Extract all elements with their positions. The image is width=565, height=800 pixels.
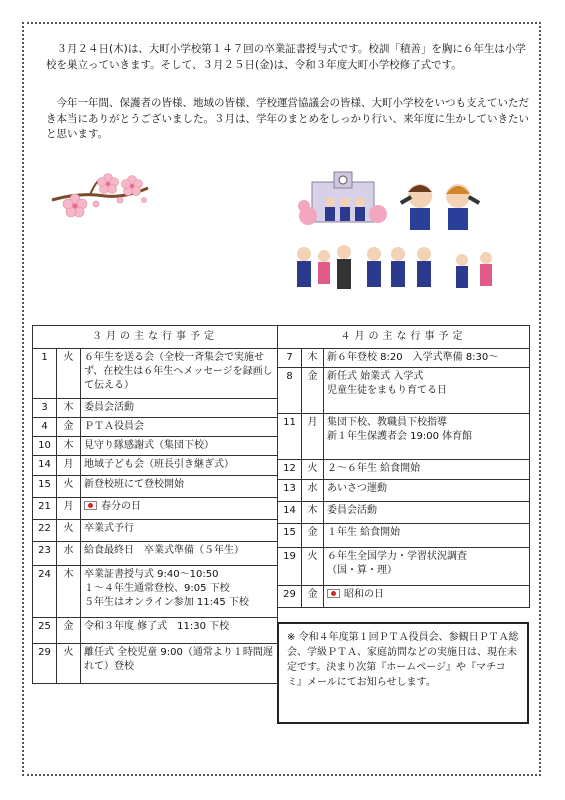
notice-mark: ※: [287, 632, 296, 643]
event-description: [324, 460, 530, 480]
cherry-blossom-illustration: [50, 170, 150, 225]
event-text: ６年生全国学力・学習状況調査 （国・算・理）: [327, 551, 467, 576]
japan-flag-icon: [327, 589, 340, 598]
event-weekday: 木: [57, 566, 81, 618]
event-text: 委員会活動: [84, 402, 134, 413]
event-weekday: 金: [57, 418, 81, 437]
event-day: 7: [278, 349, 302, 368]
april-schedule-table: [277, 325, 530, 608]
event-text: 集団下校、教職員下校指導 新１年生保護者会 19:00 体育館: [327, 417, 473, 442]
march-schedule-table: [32, 325, 278, 684]
event-text: 新６年登校 8:20 入学式準備 8:30～: [327, 352, 499, 363]
event-description: [81, 349, 278, 399]
schedule-row: [33, 437, 278, 456]
event-description: [81, 618, 278, 644]
event-description: [324, 480, 530, 502]
schedule-row: [33, 456, 278, 476]
event-description: [324, 524, 530, 548]
event-text: 新登校班にて登校開始: [84, 479, 184, 490]
april-table-header: ４月の主な行事予定: [278, 326, 530, 349]
schedule-row: [278, 480, 530, 502]
event-day: 23: [33, 542, 57, 566]
event-description: [81, 566, 278, 618]
event-day: 10: [33, 437, 57, 456]
event-weekday: 月: [302, 414, 324, 460]
event-text: ６年生を送る会（全校一斉集会で実施せず、在校生は６年生へメッセージを録画して伝える）: [84, 352, 273, 391]
schedule-row: [33, 498, 278, 520]
schedule-row: [278, 524, 530, 548]
event-day: 8: [278, 368, 302, 414]
event-weekday: 金: [302, 524, 324, 548]
march-table-header: ３月の主な行事予定: [33, 326, 278, 349]
event-description: [81, 498, 278, 520]
event-description: [81, 520, 278, 542]
schedule-row: [278, 586, 530, 608]
event-weekday: 火: [302, 460, 324, 480]
event-weekday: 月: [57, 498, 81, 520]
event-text: 卒業証書授与式 9:40～10:50 １～４年生通常登校、9:05 下校 ５年生はオンライン参加 11:45 下校: [84, 569, 249, 608]
event-day: 15: [33, 476, 57, 498]
schedule-row: [278, 502, 530, 524]
event-description: [324, 368, 530, 414]
event-weekday: 水: [57, 542, 81, 566]
event-weekday: 火: [302, 548, 324, 586]
event-day: 25: [33, 618, 57, 644]
event-description: [81, 542, 278, 566]
event-text: 地域子ども会（班長引き継ぎ式）: [84, 459, 234, 470]
event-weekday: 月: [57, 456, 81, 476]
event-day: 4: [33, 418, 57, 437]
event-day: 21: [33, 498, 57, 520]
intro-paragraph-2: 今年一年間、保護者の皆様、地域の皆様、学校運営協議会の皆様、大町小学校をいつも支えていただき本当にありがとうございました。３月は、学年のまとめをしっかり行い、来年度に生かしていきたいと思います。: [46, 97, 529, 140]
event-text: ２～６年生 給食開始: [327, 463, 421, 474]
event-text: 春分の日: [101, 501, 141, 512]
schedule-row: [278, 368, 530, 414]
japan-flag-icon: [84, 501, 97, 510]
schedule-row: [33, 618, 278, 644]
event-description: [324, 414, 530, 460]
event-text: ＰＴＡ役員会: [84, 421, 144, 432]
event-text: 令和３年度 修了式 11:30 下校: [84, 621, 230, 632]
event-description: [81, 399, 278, 418]
event-description: [324, 586, 530, 608]
event-weekday: 木: [57, 437, 81, 456]
schedule-row: [278, 460, 530, 480]
event-weekday: 金: [302, 368, 324, 414]
event-description: [324, 502, 530, 524]
event-day: 15: [278, 524, 302, 548]
schedule-row: [278, 548, 530, 586]
intro-paragraph-1: ３月２４日(木)は、大町小学校第１４７回の卒業証書授与式です。校訓「積善」を胸に６年生は小学校を巣立っていきます。そして、３月２５日(金)は、令和３年度大町小学校修了式です。: [46, 43, 526, 71]
event-weekday: 木: [302, 502, 324, 524]
schedule-row: [33, 542, 278, 566]
event-text: 見守り隊感謝式（集団下校）: [84, 440, 214, 451]
event-day: 1: [33, 349, 57, 399]
event-day: 24: [33, 566, 57, 618]
event-day: 29: [278, 586, 302, 608]
event-day: 3: [33, 399, 57, 418]
event-text: 新任式 始業式 入学式 児童生徒をまもり育てる日: [327, 371, 447, 396]
event-weekday: 水: [302, 480, 324, 502]
event-day: 13: [278, 480, 302, 502]
event-description: [81, 418, 278, 437]
event-day: 11: [278, 414, 302, 460]
notice-text: 令和４年度第１回ＰＴＡ役員会、参観日ＰＴＡ総会、学級ＰＴＡ、家庭訪問などの実施日は、現在未定です。決まり次第『ホームページ』や『マチコミ』メールにてお知らせします。: [287, 632, 519, 688]
event-text: 卒業式予行: [84, 523, 134, 534]
event-description: [324, 548, 530, 586]
pta-notice-box: [277, 622, 529, 724]
event-weekday: 火: [57, 349, 81, 399]
schedule-row: [278, 414, 530, 460]
schedule-row: [33, 418, 278, 437]
event-day: 14: [33, 456, 57, 476]
schedule-row: [33, 399, 278, 418]
schedule-row: [33, 349, 278, 399]
event-weekday: 木: [57, 399, 81, 418]
event-text: １年生 給食開始: [327, 527, 401, 538]
schedule-row: [33, 566, 278, 618]
event-day: 29: [33, 644, 57, 684]
event-weekday: 金: [57, 618, 81, 644]
event-text: 給食最終日 卒業式準備（５年生）: [84, 545, 244, 556]
event-day: 12: [278, 460, 302, 480]
schedule-row: [33, 476, 278, 498]
event-text: 昭和の日: [344, 589, 384, 600]
event-day: 14: [278, 502, 302, 524]
event-description: [81, 476, 278, 498]
graduation-students-illustration: [290, 168, 500, 303]
event-text: 離任式 全校児童 9:00（通常より１時間遅れて）登校: [84, 647, 273, 672]
schedule-row: [33, 520, 278, 542]
event-weekday: 火: [57, 644, 81, 684]
event-weekday: 火: [57, 520, 81, 542]
event-weekday: 木: [302, 349, 324, 368]
event-weekday: 火: [57, 476, 81, 498]
event-text: あいさつ運動: [327, 483, 387, 494]
event-weekday: 金: [302, 586, 324, 608]
event-description: [81, 644, 278, 684]
event-description: [81, 456, 278, 476]
event-text: 委員会活動: [327, 505, 377, 516]
schedule-row: [33, 644, 278, 684]
schedule-row: [278, 349, 530, 368]
event-description: [324, 349, 530, 368]
event-day: 19: [278, 548, 302, 586]
event-description: [81, 437, 278, 456]
event-day: 22: [33, 520, 57, 542]
